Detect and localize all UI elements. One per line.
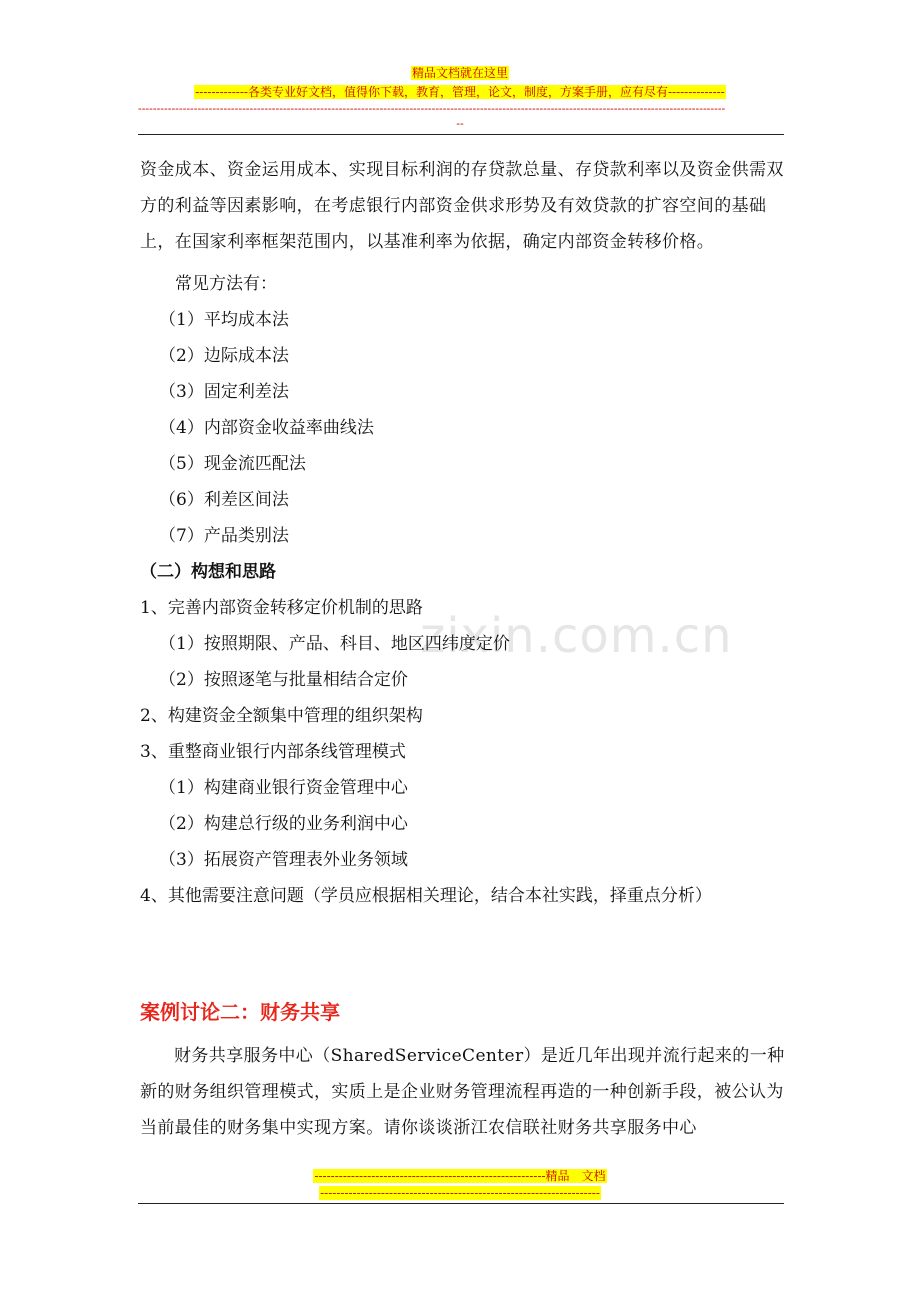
- intro-paragraph: 资金成本、资金运用成本、实现目标利润的存贷款总量、存贷款利率以及资金供需双方的利益等因素影响，在考虑银行内部资金供求形势及有效贷款的扩容空间的基础上，在国家利率框架范围内，以基准利率为依据，确定内部资金转移价格。: [140, 160, 784, 252]
- outline-item: （1）构建商业银行资金管理中心: [159, 778, 408, 798]
- header-subtitle: [0, 85, 920, 99]
- outline-item: 4、其他需要注意问题（学员应根据相关理论，结合本社实践，择重点分析）: [140, 886, 712, 906]
- methods-intro: 常见方法有：: [175, 274, 277, 294]
- outline-item: 1、完善内部资金转移定价机制的思路: [140, 598, 423, 618]
- header-title-text: 精品文档就在这里: [411, 66, 508, 80]
- outline-item: （3）拓展资产管理表外业务领域: [159, 850, 408, 870]
- header-title: [0, 66, 920, 80]
- method-item: （3）固定利差法: [159, 382, 289, 402]
- outline-item: 3、重整商业银行内部条线管理模式: [140, 742, 406, 762]
- footer-line-2: [0, 1186, 920, 1200]
- method-item: （7）产品类别法: [159, 526, 289, 546]
- header-dash-tail: --: [456, 117, 464, 130]
- outline-item: （2）按照逐笔与批量相结合定价: [159, 670, 408, 690]
- watermark: zixin.com.cn: [420, 608, 733, 664]
- method-item: （6）利差区间法: [159, 490, 289, 510]
- method-item: （5）现金流匹配法: [159, 454, 306, 474]
- section-heading: （二）构想和思路: [140, 562, 276, 582]
- case-paragraph: 财务共享服务中心（SharedServiceCenter）是近几年出现并流行起来的一种新的财务组织管理模式，实质上是企业财务管理流程再造的一种创新手段，被公认为当前最佳的财务集中实现方案。请你谈谈浙江农信联社财务共享服务中心: [140, 1046, 785, 1138]
- case-heading: 案例讨论二：财务共享: [140, 1000, 340, 1024]
- method-item: （2）边际成本法: [159, 346, 289, 366]
- footer-line-1-text: ---------------------------------------------------------精品 文档: [314, 1169, 606, 1183]
- outline-item: （2）构建总行级的业务利润中心: [159, 814, 408, 834]
- footer-line-1: [0, 1169, 920, 1183]
- header-dash-line: --------------------------------------------------------------------------------------------------------------------------------------------------------------: [138, 103, 726, 115]
- outline-item: 2、构建资金全额集中管理的组织架构: [140, 706, 423, 726]
- header-rule: [138, 134, 784, 135]
- header-subtitle-text: -------------各类专业好文档，值得你下载，教育，管理，论文，制度，方案手册，应有尽有--------------: [195, 85, 725, 99]
- method-item: （4）内部资金收益率曲线法: [159, 418, 374, 438]
- footer-line-2-text: ---------------------------------------------------------------------: [320, 1186, 600, 1200]
- outline-item: （1）按照期限、产品、科目、地区四纬度定价: [159, 634, 510, 654]
- method-item: （1）平均成本法: [159, 310, 289, 330]
- footer-rule: [138, 1203, 784, 1204]
